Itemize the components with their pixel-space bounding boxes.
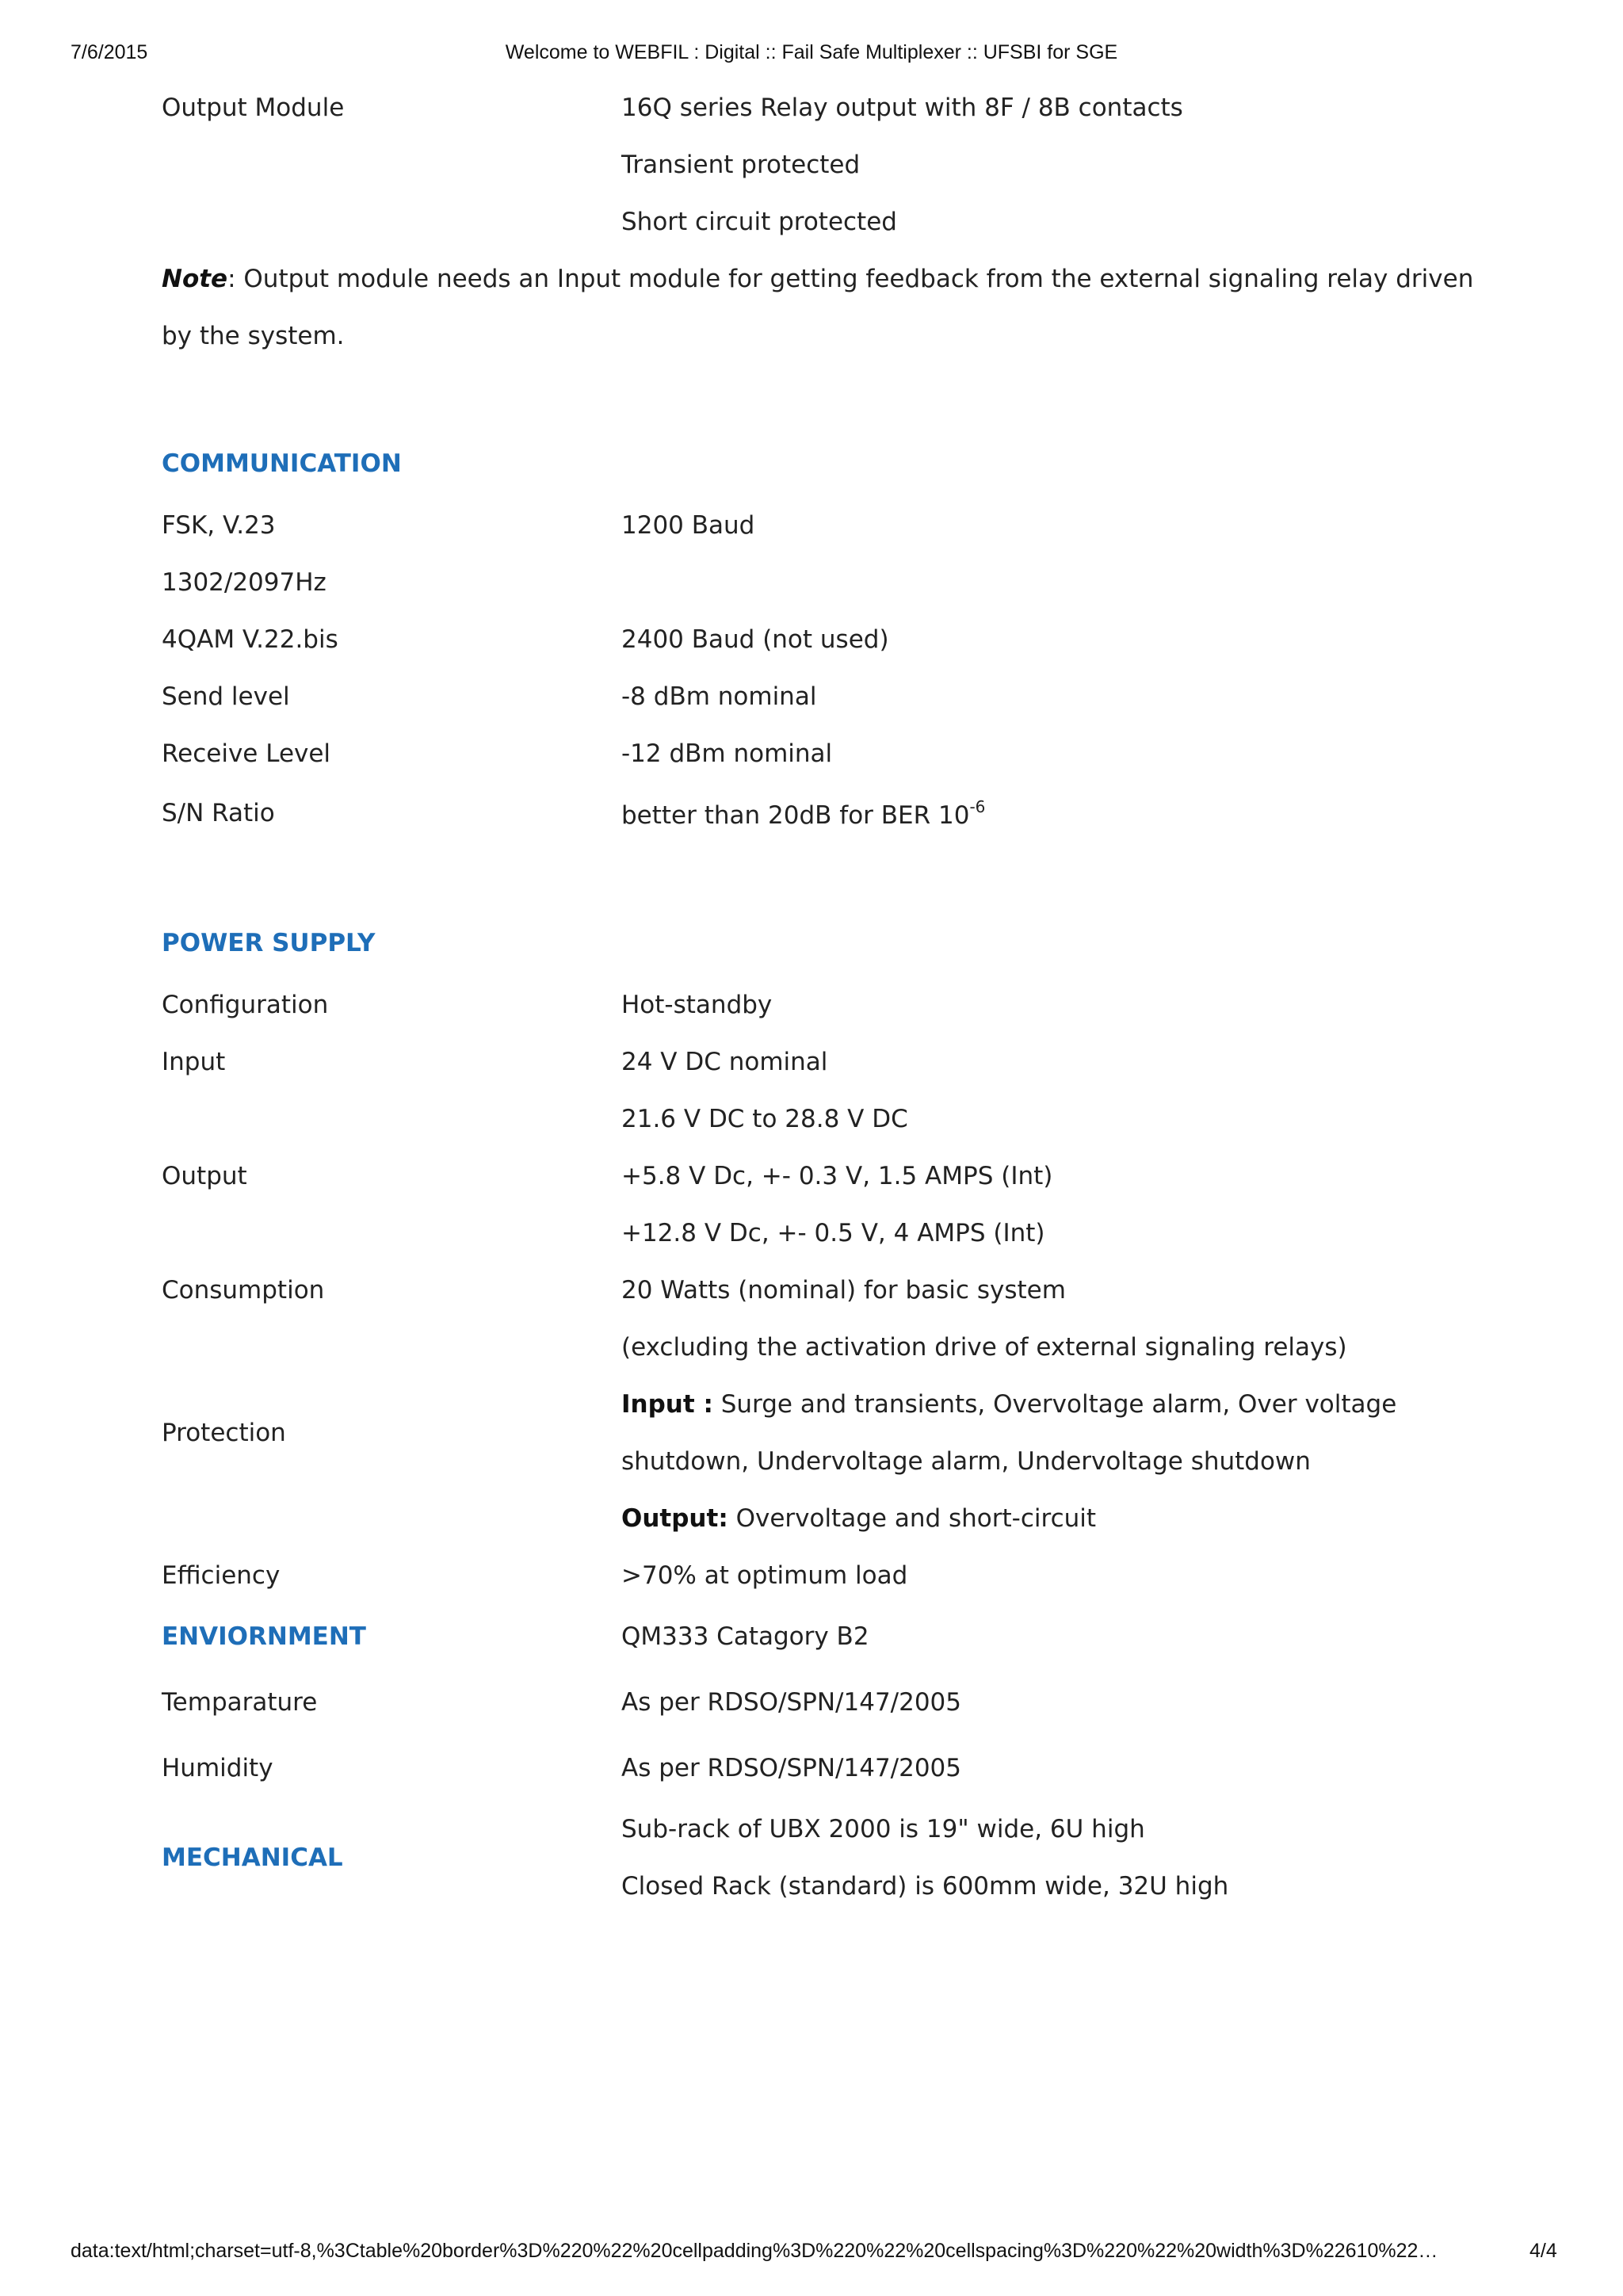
spec-label: Efficiency [162, 1561, 281, 1590]
spec-label: Output [162, 1162, 247, 1190]
spec-value: +12.8 V Dc, +- 0.5 V, 4 AMPS (Int) [621, 1219, 1045, 1247]
spec-value: Sub-rack of UBX 2000 is 19" wide, 6U high [621, 1815, 1145, 1843]
spec-value: >70% at optimum load [621, 1561, 908, 1590]
spec-label: Send level [162, 682, 290, 711]
protection-input-text: Surge and transients, Overvoltage alarm, Over voltage [712, 1390, 1397, 1419]
spec-value: -12 dBm nominal [621, 739, 833, 768]
spec-value: As per RDSO/SPN/147/2005 [621, 1688, 962, 1717]
spec-label: 4QAM V.22.bis [162, 625, 338, 654]
spec-value: 20 Watts (nominal) for basic system [621, 1276, 1066, 1305]
spec-value-protection-output [621, 1503, 1096, 1534]
spec-value: QM333 Catagory B2 [621, 1622, 869, 1651]
output-module-label: Output Module [162, 94, 345, 122]
spec-value: shutdown, Undervoltage alarm, Undervoltage shutdown [621, 1447, 1311, 1476]
spec-label: Receive Level [162, 739, 331, 768]
note-text-continued: by the system. [162, 322, 345, 350]
spec-value-sn-ratio [621, 797, 986, 831]
spec-value-protection-input [621, 1389, 1396, 1420]
sn-ratio-text: better than 20dB for BER 10 [621, 801, 970, 830]
spec-label: Configuration [162, 991, 329, 1019]
spec-label: Humidity [162, 1754, 273, 1782]
protection-input-label: Input : [621, 1390, 713, 1419]
output-module-value: Transient protected [621, 151, 861, 179]
spec-value: 1200 Baud [621, 511, 755, 540]
spec-label: Temparature [162, 1688, 318, 1717]
spec-label: S/N Ratio [162, 799, 275, 827]
protection-output-text: Overvoltage and short-circuit [727, 1504, 1097, 1533]
footer-url: data:text/html;charset=utf-8,%3Ctable%20border%3D%220%22%20cellpadding%3D%220%22%20cellspacing%3D%220%22%20width%3D%22610%22… [71, 2240, 1438, 2262]
output-module-value: Short circuit protected [621, 208, 897, 236]
spec-label: Protection [162, 1419, 286, 1447]
section-heading-environment: ENVIORNMENT [162, 1622, 366, 1651]
note-label: Note [162, 265, 228, 293]
spec-label: FSK, V.23 [162, 511, 276, 540]
sn-ratio-exponent: -6 [969, 797, 986, 816]
spec-label: Input [162, 1048, 226, 1076]
section-heading-mechanical: MECHANICAL [162, 1843, 343, 1872]
spec-value: +5.8 V Dc, +- 0.3 V, 1.5 AMPS (Int) [621, 1162, 1053, 1190]
page-number: 4/4 [1529, 2240, 1557, 2262]
spec-value: 21.6 V DC to 28.8 V DC [621, 1105, 908, 1133]
note-text: : Output module needs an Input module for getting feedback from the external signaling relay driven [227, 265, 1474, 293]
page-title: Welcome to WEBFIL : Digital :: Fail Safe Multiplexer :: UFSBI for SGE [505, 41, 1118, 63]
section-heading-power-supply: POWER SUPPLY [162, 929, 376, 957]
protection-output-label: Output: [621, 1504, 728, 1533]
spec-value: (excluding the activation drive of external signaling relays) [621, 1333, 1347, 1362]
spec-value: As per RDSO/SPN/147/2005 [621, 1754, 962, 1782]
spec-value: Closed Rack (standard) is 600mm wide, 32U high [621, 1872, 1229, 1901]
section-heading-communication: COMMUNICATION [162, 449, 402, 478]
output-module-value: 16Q series Relay output with 8F / 8B contacts [621, 94, 1183, 122]
spec-value: Hot-standby [621, 991, 773, 1019]
spec-label: 1302/2097Hz [162, 568, 327, 597]
spec-value: 2400 Baud (not used) [621, 625, 889, 654]
note-paragraph [162, 263, 1473, 295]
print-date: 7/6/2015 [71, 41, 148, 63]
spec-value: -8 dBm nominal [621, 682, 817, 711]
spec-value: 24 V DC nominal [621, 1048, 828, 1076]
spec-label: Consumption [162, 1276, 325, 1305]
